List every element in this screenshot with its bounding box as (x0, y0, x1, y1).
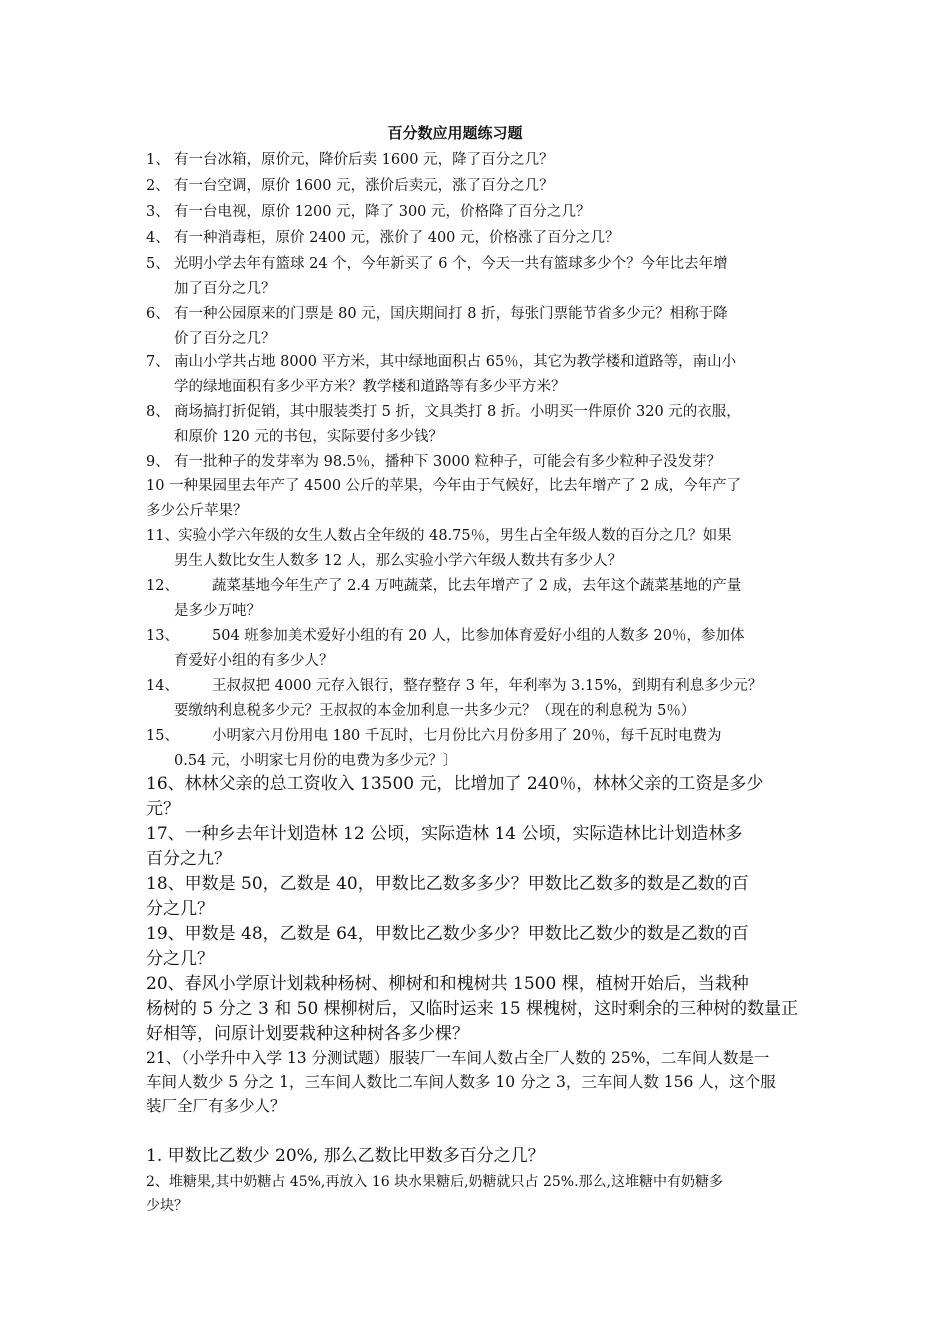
question-text-cont: 价了百分之几？ (174, 330, 276, 347)
question-10 (146, 474, 818, 523)
question-number: 6、 (146, 306, 170, 322)
question-text-cont: 男生人数比女生人数多 12 人，那么实验小学六年级人数共有多少人？ (174, 552, 623, 569)
question-text-cont: 元？ (146, 799, 180, 819)
question-text: 1. 甲数比乙数少 20%, 那么乙数比甲数多百分之几？ (146, 1146, 545, 1166)
question-1 (146, 148, 818, 173)
question-21 (146, 1046, 818, 1118)
question-text-cont: 育爱好小组的有多少人？ (174, 652, 334, 669)
question-text: 19、甲数是 48，乙数是 64，甲数比乙数少多少？甲数比乙数少的数是乙数的百 (146, 924, 749, 944)
extra-question-2 (146, 1170, 818, 1218)
question-number: 9、 (146, 454, 170, 470)
question-text: 504 班参加美术爱好小组的有 20 人，比参加体育爱好小组的人数多 20％，参加体 (212, 628, 745, 644)
question-text-cont: 多少公斤苹果？ (146, 502, 248, 519)
question-text-cont: 少块？ (146, 1198, 188, 1214)
question-text: 16、林林父亲的总工资收入 13500 元，比增加了 240％，林林父亲的工资是多少 (146, 774, 764, 794)
question-19 (146, 922, 818, 972)
question-number: 3、 (146, 204, 170, 220)
question-text-cont: 0.54 元，小明家七月份的电费为多少元？〕 (174, 752, 458, 769)
question-text: 21、（小学升中入学 13 分测试题）服装厂一车间人数占全厂人数的 25%，二车间人数是一 (146, 1049, 770, 1067)
question-text: 南山小学共占地 8000 平方米，其中绿地面积占 65％，其它为教学楼和道路等，南山小 (174, 354, 737, 370)
question-15 (146, 724, 818, 773)
question-text: 有一台冰箱，原价元，降价后卖 1600 元，降了百分之几？ (174, 152, 554, 168)
question-text: 有一台电视，原价 1200 元，降了 300 元，价格降了百分之几？ (174, 204, 591, 220)
question-text: 光明小学去年有篮球 24 个，今年新买了 6 个，今天一共有篮球多少个？今年比去年增 (174, 256, 728, 272)
question-text: 有一批种子的发芽率为 98.5％，播种下 3000 粒种子，可能会有多少粒种子没发芽？ (174, 454, 722, 470)
question-3 (146, 200, 818, 225)
question-11 (146, 524, 818, 573)
question-number: 2、 (146, 178, 170, 194)
question-text-cont: 和原价 120 元的书包，实际要付多少钱？ (174, 428, 443, 445)
question-6 (146, 302, 818, 351)
question-text-cont: 车间人数少 5 分之 1，三车间人数比二车间人数多 10 分之 3，三车间人数 156 人，这个服 (146, 1073, 776, 1091)
question-text: 2、堆糖果,其中奶糖占 45%,再放入 16 块水果糖后,奶糖就只占 25%.那么,这堆糖中有奶糖多 (146, 1174, 724, 1190)
question-text: 有一种公园原来的门票是 80 元，国庆期间打 8 折，每张门票能节省多少元？相称于降 (174, 306, 728, 322)
question-number: 4、 (146, 230, 170, 246)
question-text-cont: 装厂全厂有多少人？ (146, 1097, 286, 1115)
question-text: 18、甲数是 50，乙数是 40，甲数比乙数多多少？甲数比乙数多的数是乙数的百 (146, 874, 749, 894)
question-text: 10 一种果园里去年产了 4500 公斤的苹果，今年由于气候好，比去年增产了 2 成，今年产了 (146, 478, 742, 494)
question-4 (146, 226, 818, 251)
question-text-cont: 好相等，问原计划要栽种这种树各多少棵？ (146, 1024, 469, 1044)
question-8 (146, 400, 818, 449)
question-20 (146, 972, 818, 1047)
question-7 (146, 350, 818, 399)
question-number: 13、 (146, 628, 179, 644)
question-number: 1、 (146, 152, 170, 168)
question-text-cont: 分之几？ (146, 949, 214, 969)
question-text: 蔬菜基地今年生产了 2.4 万吨蔬菜，比去年增产了 2 成，去年这个蔬菜基地的产量 (212, 578, 742, 594)
question-text-cont: 是多少万吨？ (174, 602, 261, 619)
question-text-cont: 加了百分之几？ (174, 280, 276, 297)
question-2 (146, 174, 818, 199)
question-text: 有一台空调，原价 1600 元，涨价后卖元，涨了百分之几？ (174, 178, 554, 194)
question-5 (146, 252, 818, 301)
question-number: 12、 (146, 578, 179, 594)
question-text-cont: 杨树的 5 分之 3 和 50 棵柳树后，又临时运来 15 棵槐树，这时剩余的三种树的数量正 (146, 999, 799, 1019)
question-number: 14、 (146, 678, 179, 694)
question-13 (146, 624, 818, 673)
question-14 (146, 674, 818, 723)
question-text: 17、一种乡去年计划造林 12 公顷，实际造林 14 公顷，实际造林比计划造林多 (146, 824, 743, 844)
question-text: 商场搞打折促销，其中服装类打 5 折，文具类打 8 折。小明买一件原价 320 元的衣服， (174, 404, 741, 420)
question-12 (146, 574, 818, 623)
question-18 (146, 872, 818, 922)
question-16 (146, 772, 818, 822)
question-text-cont: 百分之九？ (146, 849, 231, 869)
question-text-cont: 学的绿地面积有多少平方米？教学楼和道路等有多少平方米？ (174, 378, 566, 395)
question-number: 5、 (146, 256, 170, 272)
question-text: 王叔叔把 4000 元存入银行，整存整存 3 年，年利率为 3.15%，到期有利息多少元？ (212, 678, 763, 694)
question-number: 15、 (146, 728, 179, 744)
question-9 (146, 450, 818, 475)
question-number: 11、 (146, 528, 179, 544)
question-text: 有一种消毒柜，原价 2400 元，涨价了 400 元，价格涨了百分之几？ (174, 230, 620, 246)
question-text: 小明家六月份用电 180 千瓦时，七月份比六月份多用了 20％，每千瓦时电费为 (212, 728, 722, 744)
question-number: 8、 (146, 404, 170, 420)
question-text: 实验小学六年级的女生人数占全年级的 48.75％，男生占全年级人数的百分之几？如果 (178, 528, 732, 544)
question-text-cont: 分之几？ (146, 899, 214, 919)
question-number: 7、 (146, 354, 170, 370)
question-text-cont: 要缴纳利息税多少元？王叔叔的本金加利息一共多少元？（现在的利息税为 5％） (174, 702, 696, 719)
extra-question-1 (146, 1144, 818, 1169)
question-17 (146, 822, 818, 872)
document-title: 百分数应用题练习题 (387, 124, 523, 142)
question-text: 20、春风小学原计划栽种杨树、柳树和和槐树共 1500 棵，植树开始后，当栽种 (146, 974, 749, 994)
